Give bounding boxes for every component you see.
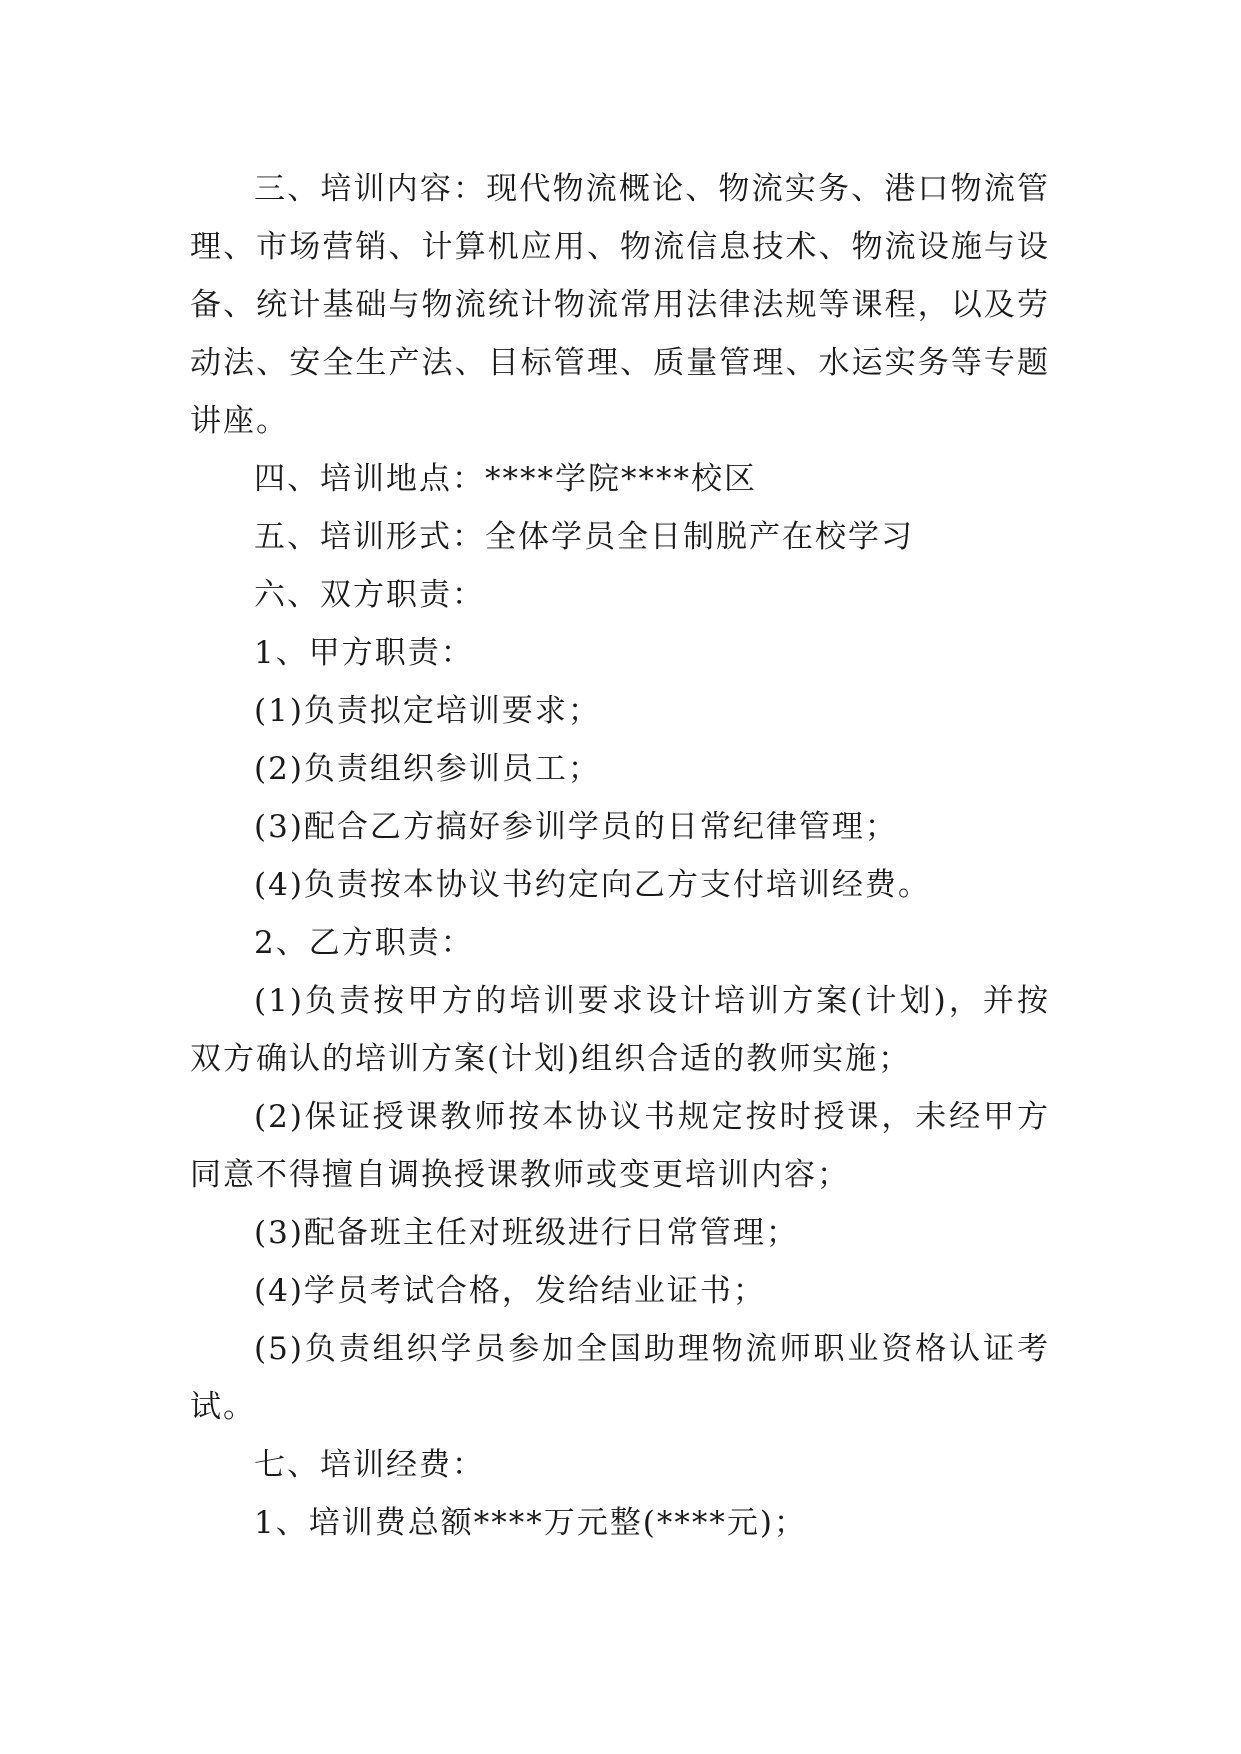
party-a-item-3: (3)配合乙方搞好参训学员的日常纪律管理； — [254, 809, 898, 845]
party-b-heading: 2、乙方职责： — [254, 925, 474, 961]
party-b-item-4: (4)学员考试合格，发给结业证书； — [254, 1273, 766, 1309]
document-body — [190, 160, 1050, 1552]
section-responsibilities-heading: 六、双方职责： — [254, 577, 485, 613]
party-a-item-1: (1)负责拟定培训要求； — [254, 693, 601, 729]
party-a-item-2: (2)负责组织参训员工； — [254, 751, 601, 787]
section-training-fees-heading: 七、培训经费： — [254, 1447, 485, 1483]
party-a-heading: 1、甲方职责： — [254, 635, 474, 671]
section-training-format: 五、培训形式：全体学员全日制脱产在校学习 — [254, 519, 914, 555]
party-b-item-1: (1)负责按甲方的培训要求设计培训方案(计划)，并按双方确认的培训方案(计划)组织合适的教师实施； — [190, 983, 1050, 1077]
party-b-item-3: (3)配备班主任对班级进行日常管理； — [254, 1215, 799, 1251]
training-fees-item-1: 1、培训费总额****万元整(****元)； — [254, 1505, 807, 1541]
section-training-content: 三、培训内容：现代物流概论、物流实务、港口物流管理、市场营销、计算机应用、物流信息技术、物流设施与设备、统计基础与物流统计物流常用法律法规等课程，以及劳动法、安全生产法、目标管理、质量管理、水运实务等专题讲座。 — [190, 171, 1050, 439]
party-b-item-5: (5)负责组织学员参加全国助理物流师职业资格认证考试。 — [190, 1331, 1050, 1425]
party-a-item-4: (4)负责按本协议书约定向乙方支付培训经费。 — [254, 867, 931, 903]
section-training-location: 四、培训地点：****学院****校区 — [254, 461, 757, 497]
party-b-item-2: (2)保证授课教师按本协议书规定按时授课，未经甲方同意不得擅自调换授课教师或变更培训内容； — [190, 1099, 1050, 1193]
